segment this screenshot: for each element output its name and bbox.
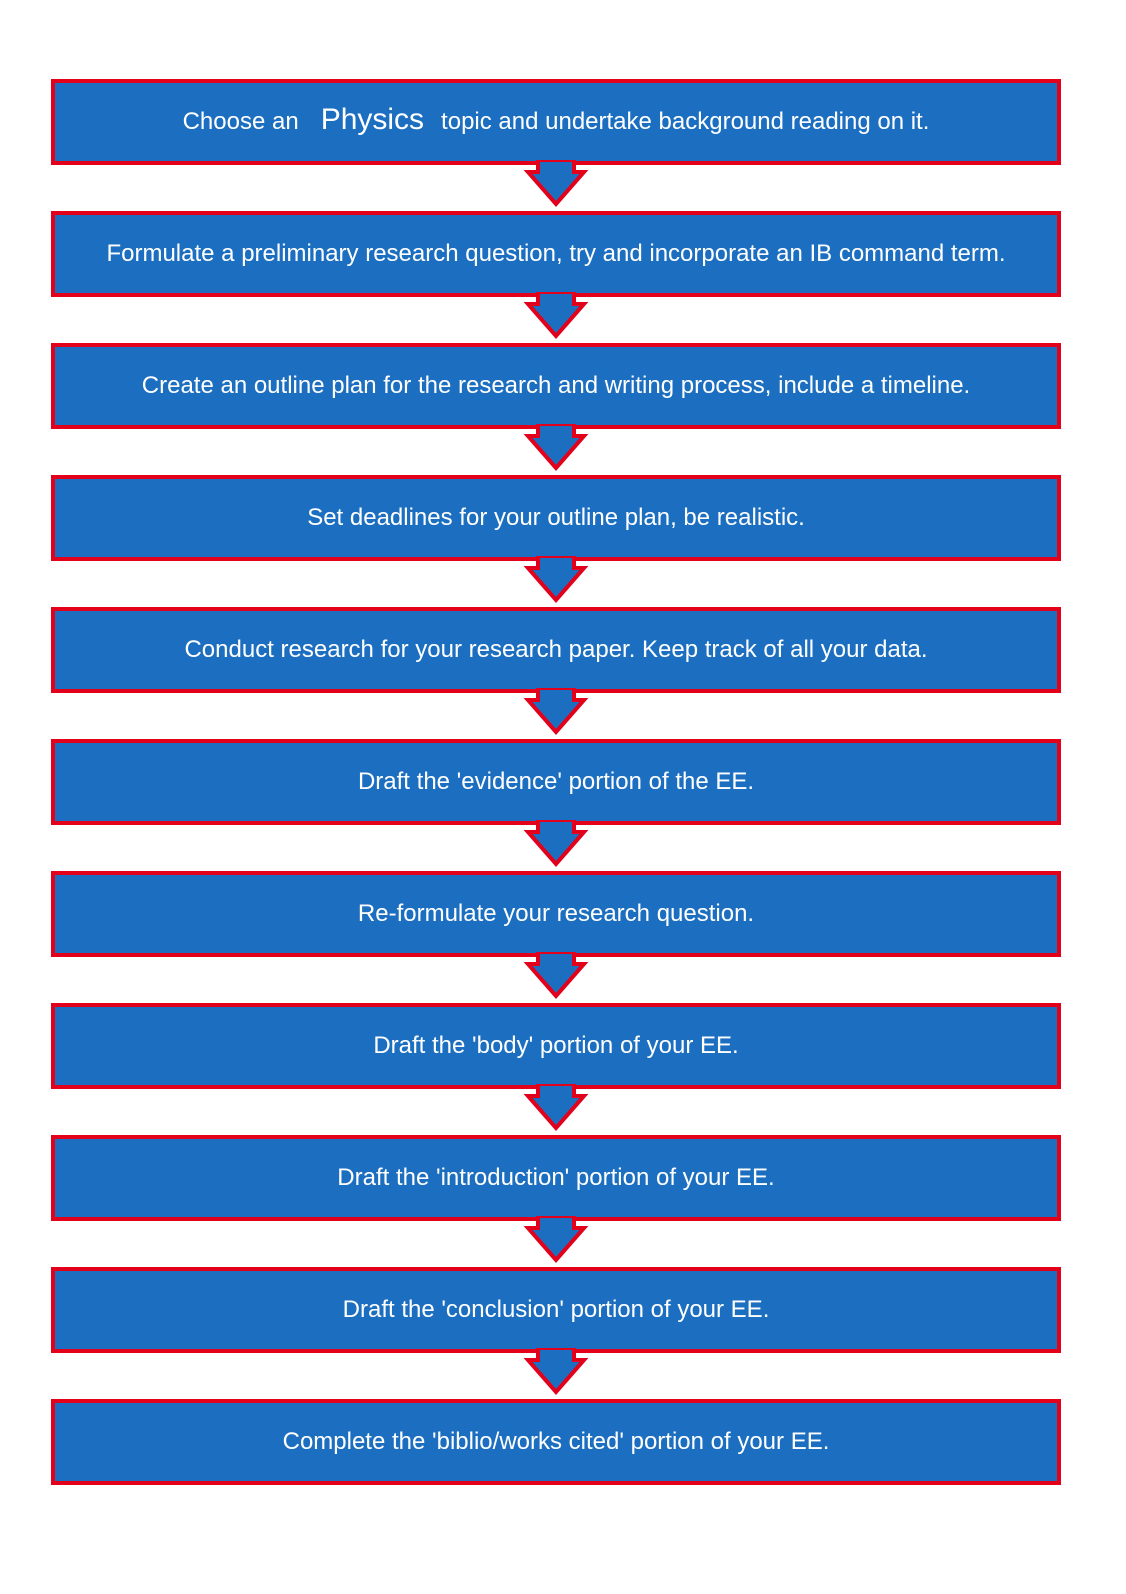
flow-step-3 xyxy=(51,343,1061,429)
step-text: Draft the 'body' portion of your EE. xyxy=(373,1032,739,1059)
down-arrow-icon xyxy=(516,688,596,738)
flow-step-5 xyxy=(51,607,1061,693)
down-arrow-icon xyxy=(516,424,596,474)
down-arrow-icon xyxy=(516,820,596,870)
flow-step-8 xyxy=(51,1003,1061,1089)
flow-step-7 xyxy=(51,871,1061,957)
down-arrow-icon xyxy=(516,1348,596,1398)
step-text: Complete the 'biblio/works cited' portion of your EE. xyxy=(282,1428,830,1455)
down-arrow-icon xyxy=(516,160,596,210)
down-arrow-icon xyxy=(516,556,596,606)
step-text: Draft the 'conclusion' portion of your EE. xyxy=(342,1296,770,1323)
flow-step-4 xyxy=(51,475,1061,561)
step-text-emphasis: Physics xyxy=(320,103,425,136)
flow-step-9 xyxy=(51,1135,1061,1221)
step-text-before: Choose an xyxy=(182,108,299,135)
flow-step-2 xyxy=(51,211,1061,297)
down-arrow-icon xyxy=(516,952,596,1002)
step-text: Draft the 'evidence' portion of the EE. xyxy=(357,768,755,795)
flow-step-1 xyxy=(51,79,1061,165)
flow-step-10 xyxy=(51,1267,1061,1353)
flow-step-11 xyxy=(51,1399,1061,1485)
step-text: Set deadlines for your outline plan, be realistic. xyxy=(307,504,805,531)
step-text: Re-formulate your research question. xyxy=(357,900,755,927)
step-text: Create an outline plan for the research and writing process, include a timeline. xyxy=(141,372,971,399)
down-arrow-icon xyxy=(516,1216,596,1266)
down-arrow-icon xyxy=(516,1084,596,1134)
flow-step-6 xyxy=(51,739,1061,825)
step-text: Formulate a preliminary research question, try and incorporate an IB command term. xyxy=(106,240,1006,267)
down-arrow-icon xyxy=(516,292,596,342)
step-text-after: topic and undertake background reading on it. xyxy=(441,108,930,135)
step-text: Draft the 'introduction' portion of your EE. xyxy=(337,1164,775,1191)
step-text: Conduct research for your research paper. Keep track of all your data. xyxy=(184,636,928,663)
